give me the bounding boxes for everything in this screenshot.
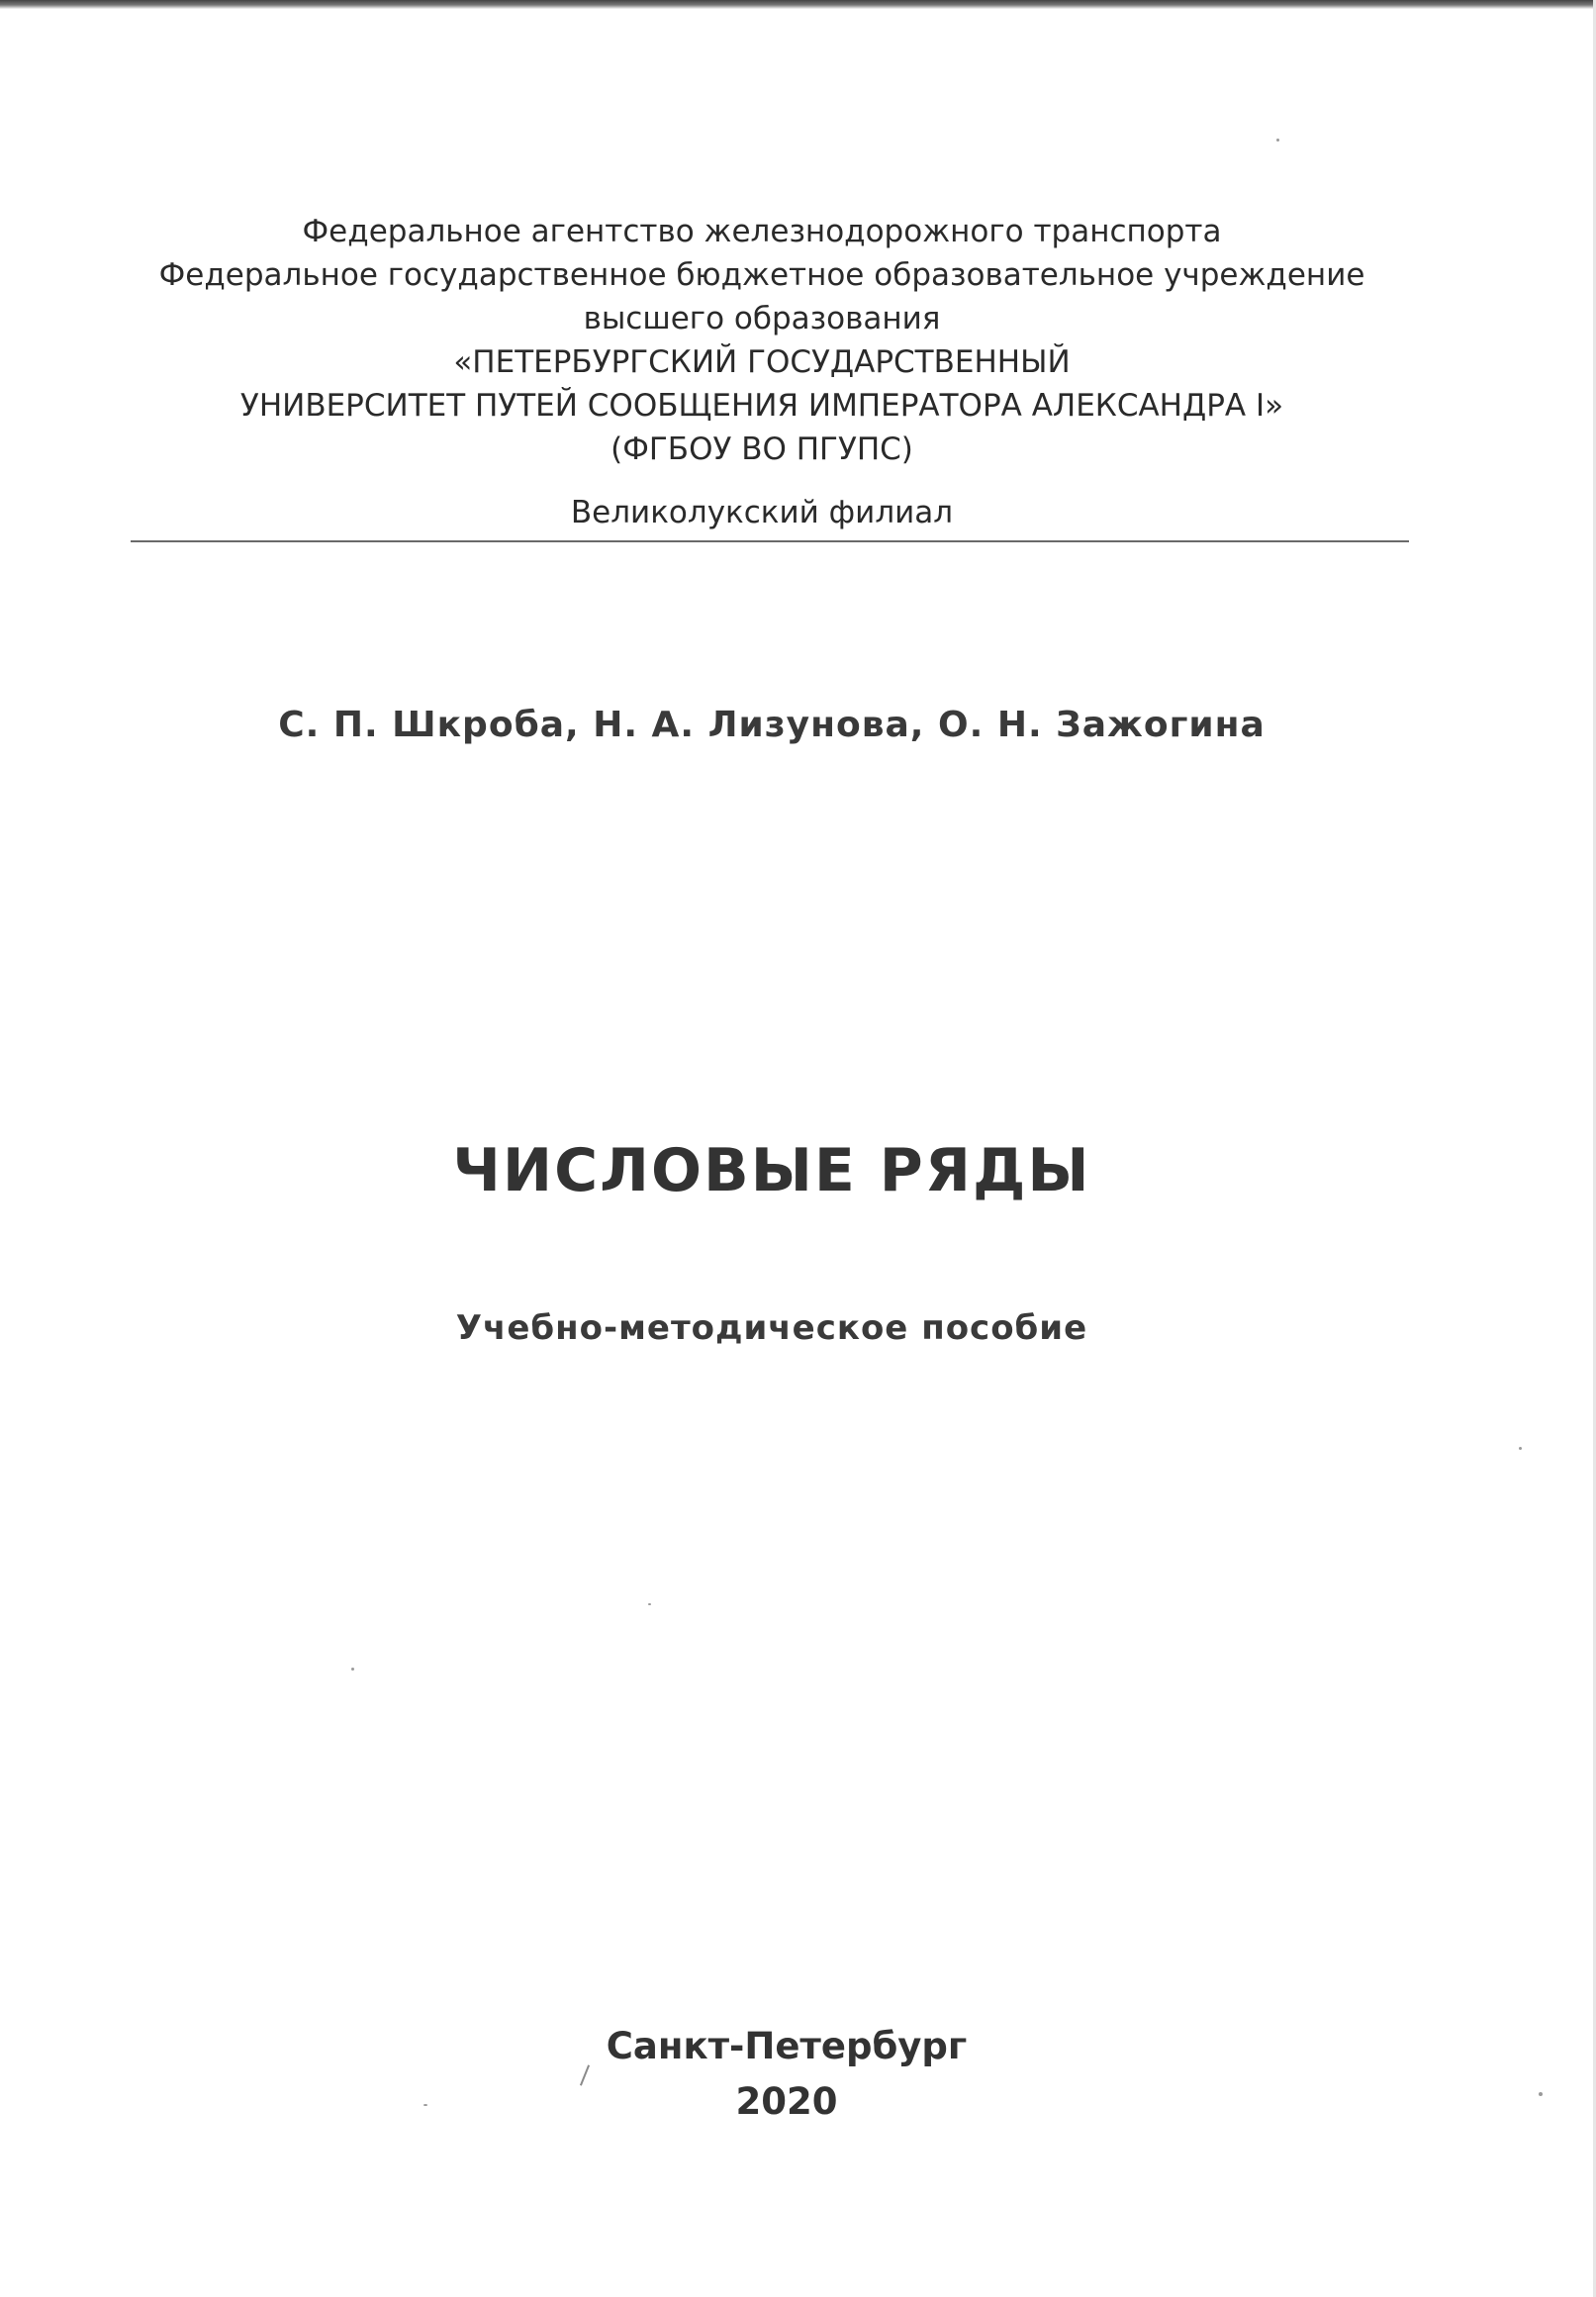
scan-speck <box>351 1668 354 1671</box>
header-line-institution-type: Федеральное государственное бюджетное образовательное учреждение <box>158 257 1365 293</box>
header-line-abbreviation: (ФГБОУ ВО ПГУПС) <box>610 431 913 467</box>
scan-speck <box>1276 139 1279 142</box>
document-title: ЧИСЛОВЫЕ РЯДЫ <box>452 1136 1091 1205</box>
scan-speck <box>648 1603 651 1605</box>
authors: С. П. Шкроба, Н. А. Лизунова, О. Н. Зажогина <box>278 705 1266 745</box>
institution-header <box>99 210 1425 471</box>
document-subtitle: Учебно-методическое пособие <box>455 1308 1088 1348</box>
header-line-agency: Федеральное агентство железнодорожного транспорта <box>302 214 1222 249</box>
header-line-university-name-1: «ПЕТЕРБУРГСКИЙ ГОСУДАРСТВЕННЫЙ <box>453 344 1071 380</box>
header-line-university-name-2: УНИВЕРСИТЕТ ПУТЕЙ СООБЩЕНИЯ ИМПЕРАТОРА АЛЕКСАНДРА I» <box>239 388 1284 424</box>
scan-speck <box>1519 1447 1522 1450</box>
header-line-education-level: высшего образования <box>583 301 941 336</box>
publication-city: Санкт-Петербург <box>606 2025 968 2067</box>
header-divider <box>131 540 1409 542</box>
publication-info <box>99 2019 1474 2130</box>
scan-speck <box>1539 2092 1543 2096</box>
branch-name: Великолукский филиал <box>570 495 954 530</box>
scan-speck <box>423 2104 427 2106</box>
publication-year: 2020 <box>735 2080 838 2123</box>
scan-top-edge <box>0 0 1596 9</box>
